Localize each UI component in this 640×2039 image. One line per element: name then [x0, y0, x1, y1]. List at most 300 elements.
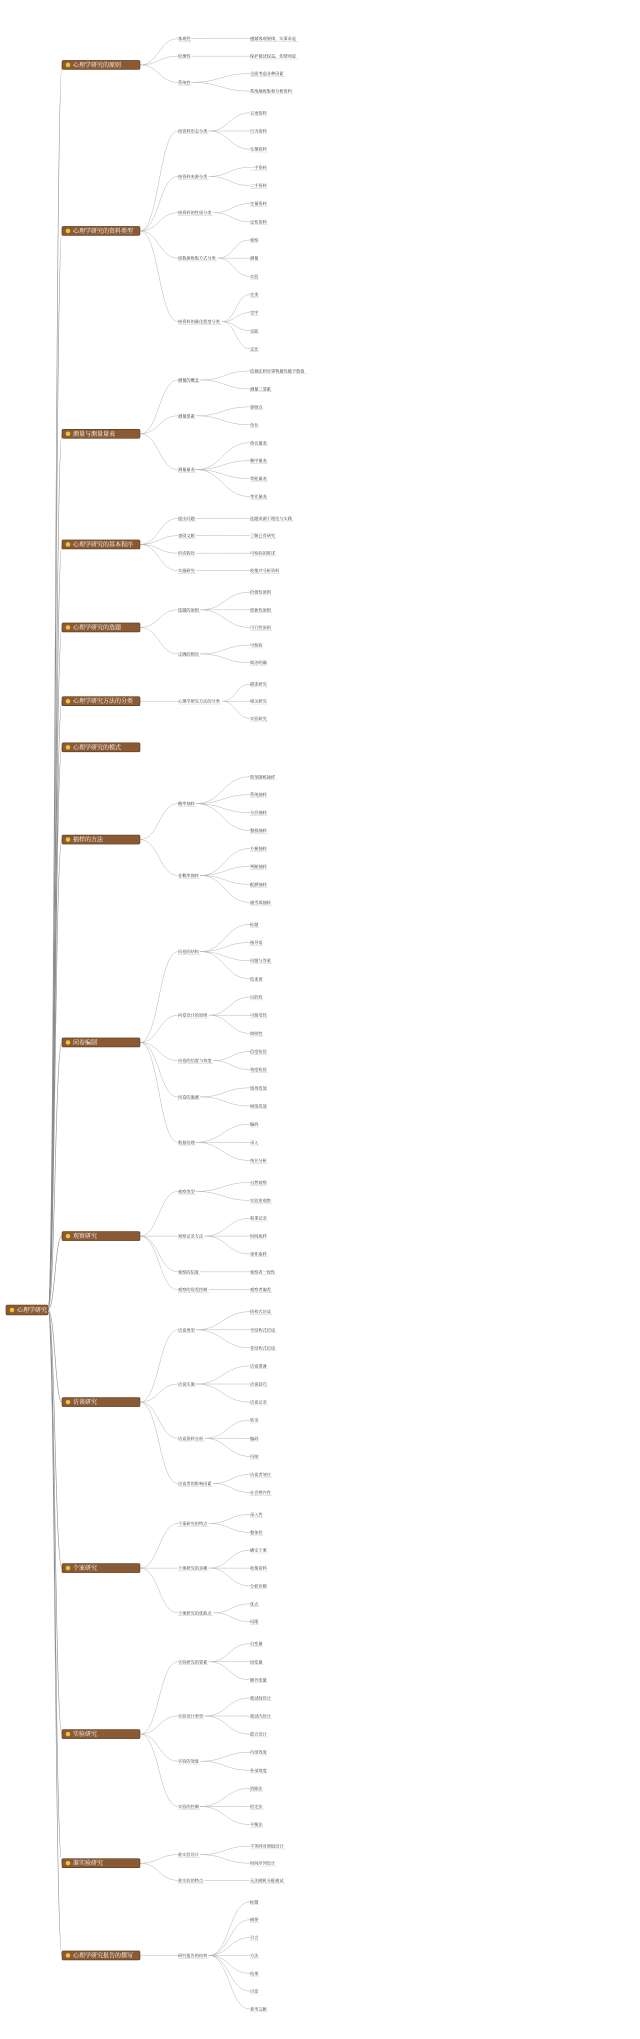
connector-line: [196, 1312, 250, 1330]
connector-line: [213, 1483, 250, 1492]
leaf-node[interactable]: 判断抽样: [250, 863, 267, 869]
leaf-node[interactable]: 信度检验: [250, 1049, 267, 1055]
connector-line: [140, 434, 178, 470]
leaf-node[interactable]: 二手资料: [250, 182, 267, 188]
connector-line: [140, 1015, 178, 1042]
leaf-node[interactable]: 行为资料: [250, 128, 267, 134]
leaf-node[interactable]: 确定个案: [250, 1547, 267, 1553]
connector-line: [213, 1604, 250, 1613]
branch-node-6-label: 心理学研究的模式: [73, 744, 122, 752]
leaf-node[interactable]: 编码: [250, 1121, 259, 1127]
connector-line: [200, 371, 250, 380]
leaf-node[interactable]: 现场发放: [250, 1085, 267, 1091]
child-node[interactable]: 实验研究的要素: [178, 1659, 208, 1665]
child-node[interactable]: 客观性: [178, 36, 191, 42]
leaf-node[interactable]: 单位: [250, 422, 259, 428]
sun-icon: [66, 1861, 71, 1866]
leaf-node[interactable]: 统计分析: [250, 1157, 267, 1163]
leaf-node[interactable]: 选题来源于理论与实践: [250, 515, 292, 521]
connector-line: [200, 654, 250, 663]
connector-line: [204, 1438, 250, 1456]
connector-line: [196, 461, 250, 470]
child-node[interactable]: 伦理性: [178, 53, 191, 59]
connector-line: [222, 322, 250, 331]
connector-line: [222, 313, 250, 322]
connector-line: [200, 952, 250, 961]
leaf-node[interactable]: 收集并分析资料: [250, 568, 280, 574]
leaf-node[interactable]: 整体性: [250, 1529, 263, 1535]
leaf-node[interactable]: 收集资料: [250, 1565, 267, 1571]
connector-line: [140, 1402, 178, 1483]
root-node[interactable]: [6, 1305, 60, 1315]
sun-icon: [66, 228, 71, 233]
connector-line: [140, 1734, 178, 1761]
leaf-node[interactable]: 额外变量: [250, 1677, 267, 1683]
connector-line: [140, 1236, 178, 1272]
connector-line: [140, 416, 178, 434]
sun-icon: [66, 542, 71, 547]
branch-node-3[interactable]: [62, 540, 140, 549]
sun-icon: [66, 62, 71, 67]
connector-line: [140, 231, 178, 258]
leaf-node[interactable]: 系统地收集和分析资料: [250, 88, 292, 94]
connector-line: [196, 1330, 250, 1348]
connector-line: [200, 943, 250, 952]
root-node-label: 心理学研究方法: [17, 1307, 60, 1314]
child-node[interactable]: 系统性: [178, 79, 191, 85]
sun-icon: [66, 745, 71, 750]
connector-line: [196, 407, 250, 416]
connector-line: [196, 777, 250, 804]
connector-line: [48, 747, 62, 1310]
branch-node-1[interactable]: [62, 226, 140, 235]
connector-line: [196, 470, 250, 497]
connector-line: [196, 1182, 250, 1191]
branch-node-5-label: 心理学研究方法的分类: [73, 698, 134, 706]
connector-line: [209, 1644, 250, 1662]
leaf-node[interactable]: 平衡法: [250, 1822, 263, 1828]
child-node[interactable]: 按资料形态分类: [178, 128, 208, 134]
branch-node-5[interactable]: [62, 697, 140, 706]
branch-node-2[interactable]: [62, 429, 140, 438]
child-node[interactable]: 形成假设: [178, 550, 195, 556]
branch-node-0[interactable]: [62, 60, 140, 69]
child-node[interactable]: 正确的假设: [178, 651, 199, 657]
branch-node-11-label: 个案研究: [73, 1565, 98, 1573]
branch-node-12[interactable]: [62, 1730, 140, 1739]
leaf-node[interactable]: 摘要: [250, 1917, 259, 1923]
leaf-node[interactable]: 方法: [250, 1952, 259, 1958]
leaf-node[interactable]: 结构式访谈: [250, 1309, 271, 1315]
connector-line: [200, 1806, 250, 1824]
branch-node-2-label: 测量与测量量表: [73, 430, 116, 438]
branch-node-14[interactable]: [62, 1951, 140, 1960]
mindmap-nodes: [6, 35, 307, 2012]
leaf-node[interactable]: 自变量: [250, 1641, 263, 1647]
connector-line: [196, 1142, 250, 1160]
connector-line: [209, 1568, 250, 1586]
branch-node-10[interactable]: [62, 1398, 140, 1407]
branch-node-9[interactable]: [62, 1232, 140, 1241]
connector-line: [209, 176, 250, 185]
connector-line: [204, 1698, 250, 1716]
connector-line: [209, 1550, 250, 1568]
child-node[interactable]: 个案研究的优缺点: [178, 1610, 212, 1616]
connector-line: [204, 1420, 250, 1438]
child-node[interactable]: 观察的信度: [178, 1269, 199, 1275]
connector-line: [200, 875, 250, 902]
leaf-node[interactable]: 依据法则对事物属性赋予数值: [250, 368, 305, 374]
connector-line: [140, 1662, 178, 1734]
leaf-node[interactable]: 生理资料: [250, 146, 267, 152]
leaf-node[interactable]: 可行性原则: [250, 624, 271, 630]
connector-line: [209, 167, 250, 176]
leaf-node[interactable]: 转录: [250, 1417, 259, 1423]
connector-line: [209, 1523, 250, 1532]
leaf-node[interactable]: 参照点: [250, 404, 263, 410]
connector-line: [196, 1366, 250, 1384]
connector-line: [213, 1052, 250, 1061]
connector-line: [200, 952, 250, 979]
leaf-node[interactable]: 描述研究: [250, 681, 267, 687]
connector-line: [213, 1474, 250, 1483]
leaf-node[interactable]: 系统抽样: [250, 792, 267, 798]
connector-line: [140, 804, 178, 840]
leaf-node[interactable]: 效度检验: [250, 1067, 267, 1073]
leaf-node[interactable]: 引言: [250, 1935, 259, 1941]
child-node[interactable]: 访谈资料分析: [178, 1435, 204, 1441]
connector-line: [200, 924, 250, 951]
connector-line: [140, 65, 178, 82]
leaf-node[interactable]: 实验室观察: [250, 1197, 271, 1203]
connector-line: [200, 1846, 250, 1855]
connector-line: [48, 1310, 62, 1734]
leaf-node[interactable]: 滚雪球抽样: [250, 899, 271, 905]
branch-node-10-label: 访谈研究: [73, 1399, 98, 1407]
child-node[interactable]: 按数据收集方式分类: [178, 255, 216, 261]
leaf-node[interactable]: 参考文献: [250, 2006, 267, 2012]
sun-icon: [10, 1308, 15, 1313]
sun-icon: [66, 1732, 71, 1737]
branch-node-12-label: 实验研究: [73, 1731, 98, 1739]
connector-line: [200, 645, 250, 654]
leaf-node[interactable]: 测量三要素: [250, 386, 271, 392]
connector-line: [140, 840, 178, 876]
leaf-node[interactable]: 外部效度: [250, 1767, 267, 1773]
branch-node-13-label: 准实验研究: [73, 1860, 104, 1868]
child-node[interactable]: 查阅文献: [178, 533, 195, 539]
connector-line: [140, 1236, 178, 1290]
leaf-node[interactable]: 可检验: [250, 642, 263, 648]
leaf-node[interactable]: 时间取样: [250, 1233, 267, 1239]
branch-node-0-label: 心理学研究的原则: [73, 61, 122, 69]
branch-node-8[interactable]: [62, 1038, 140, 1047]
leaf-node[interactable]: 标题: [250, 1899, 259, 1905]
connector-line: [200, 1761, 250, 1770]
leaf-node[interactable]: 定类: [250, 291, 259, 297]
child-node[interactable]: 观察类型: [178, 1188, 195, 1194]
child-node[interactable]: 测量的概念: [178, 377, 199, 383]
child-node[interactable]: 实施研究: [178, 568, 195, 574]
branch-node-6[interactable]: [62, 743, 140, 752]
connector-line: [196, 1384, 250, 1402]
connector-line: [196, 416, 250, 425]
leaf-node[interactable]: 分析诊断: [250, 1583, 267, 1589]
child-node[interactable]: 观察记录方法: [178, 1233, 204, 1239]
connector-line: [209, 1955, 250, 2009]
leaf-node[interactable]: 一手资料: [250, 164, 267, 170]
child-node[interactable]: 问卷设计的原则: [178, 1012, 208, 1018]
connector-line: [140, 536, 178, 545]
connector-line: [209, 1902, 250, 1956]
branch-node-4[interactable]: [62, 623, 140, 632]
child-node[interactable]: 概率抽样: [178, 801, 195, 807]
child-node[interactable]: 按资料的性质分类: [178, 210, 212, 216]
child-node[interactable]: 实验的控制: [178, 1803, 199, 1809]
branch-node-7[interactable]: [62, 835, 140, 844]
leaf-node[interactable]: 遵循客观规律，实事求是: [250, 36, 297, 42]
leaf-node[interactable]: 简洁明确: [250, 660, 267, 666]
connector-line: [200, 866, 250, 875]
branch-node-11[interactable]: [62, 1564, 140, 1573]
leaf-node[interactable]: 时间序列设计: [250, 1860, 276, 1866]
leaf-node[interactable]: 结束语: [250, 976, 263, 982]
leaf-node[interactable]: 优点: [250, 1601, 259, 1607]
connector-line: [196, 1191, 250, 1200]
connector-line: [204, 1236, 250, 1254]
child-node[interactable]: 数据处理: [178, 1139, 195, 1145]
leaf-node[interactable]: 不等同对照组设计: [250, 1843, 284, 1849]
leaf-node[interactable]: 局限: [250, 1619, 259, 1625]
connector-line: [140, 131, 178, 231]
connector-line: [140, 1042, 178, 1060]
leaf-node[interactable]: 访谈准备: [250, 1363, 267, 1369]
connector-line: [140, 518, 178, 544]
sun-icon: [66, 699, 71, 704]
leaf-node[interactable]: 了解已有研究: [250, 533, 276, 539]
leaf-node[interactable]: 相关研究: [250, 698, 267, 704]
sun-icon: [66, 1953, 71, 1958]
child-node[interactable]: 测量要素: [178, 413, 195, 419]
leaf-node[interactable]: 言语资料: [250, 110, 267, 116]
leaf-node[interactable]: 目的性: [250, 994, 263, 1000]
leaf-node[interactable]: 自然观察: [250, 1179, 267, 1185]
child-node[interactable]: 个案研究的特点: [178, 1520, 208, 1526]
connector-line: [140, 39, 178, 65]
connector-line: [140, 544, 178, 570]
connector-line: [213, 1061, 250, 1070]
leaf-node[interactable]: 事件取样: [250, 1251, 267, 1257]
child-node[interactable]: 个案研究的步骤: [178, 1565, 208, 1571]
connector-line: [200, 1088, 250, 1097]
child-node[interactable]: 按资料的量化程度分类: [178, 319, 220, 325]
leaf-node[interactable]: 内部效度: [250, 1749, 267, 1755]
connector-line: [48, 1310, 62, 1955]
connector-line: [200, 610, 250, 628]
leaf-node[interactable]: 保护被试权益，知情同意: [250, 53, 297, 59]
leaf-node[interactable]: 实验研究: [250, 715, 267, 721]
leaf-node[interactable]: 全面考虑各种因素: [250, 71, 284, 77]
sun-icon: [66, 1040, 71, 1045]
connector-line: [140, 1855, 178, 1864]
connector-line: [140, 1402, 178, 1438]
connector-line: [213, 1613, 250, 1622]
connector-line: [222, 294, 250, 321]
leaf-node[interactable]: 指导语: [250, 940, 263, 946]
leaf-node[interactable]: 实验: [250, 273, 259, 279]
child-node[interactable]: 问卷的信度与效度: [178, 1058, 212, 1064]
connector-line: [196, 804, 250, 831]
branch-node-13[interactable]: [62, 1859, 140, 1868]
connector-line: [204, 1218, 250, 1236]
connector-line: [140, 176, 178, 230]
connector-line: [218, 240, 250, 258]
leaf-node[interactable]: 创新性原则: [250, 607, 271, 613]
leaf-node[interactable]: 被试间设计: [250, 1695, 271, 1701]
leaf-node[interactable]: 访谈记录: [250, 1399, 267, 1405]
leaf-node[interactable]: 录入: [250, 1139, 259, 1145]
connector-line: [196, 443, 250, 470]
leaf-node[interactable]: 可检验的陈述: [250, 550, 276, 556]
branch-node-1-label: 心理学研究的资料类型: [73, 227, 134, 235]
child-node[interactable]: 访谈类型: [178, 1327, 195, 1333]
connector-line: [209, 131, 250, 149]
leaf-node[interactable]: 因变量: [250, 1659, 263, 1665]
leaf-node[interactable]: 定比: [250, 346, 259, 352]
leaf-node[interactable]: 问题与答案: [250, 958, 271, 964]
leaf-node[interactable]: 社会赞许性: [250, 1490, 271, 1496]
connector-line: [191, 74, 250, 83]
child-node[interactable]: 测量量表: [178, 467, 195, 473]
leaf-node[interactable]: 叙事记录: [250, 1215, 267, 1221]
connector-line: [209, 1662, 250, 1680]
child-node[interactable]: 观察的误差控制: [178, 1287, 208, 1293]
leaf-node[interactable]: 定距: [250, 328, 259, 334]
leaf-node[interactable]: 方便抽样: [250, 846, 267, 852]
connector-line: [140, 1042, 178, 1142]
connector-line: [140, 1568, 178, 1613]
connector-line: [48, 65, 62, 1310]
leaf-node[interactable]: 定量资料: [250, 201, 267, 207]
leaf-node[interactable]: 访谈技巧: [250, 1381, 267, 1387]
child-node[interactable]: 选题的原则: [178, 607, 199, 613]
leaf-node[interactable]: 等距量表: [250, 476, 267, 482]
child-node[interactable]: 问卷的施测: [178, 1094, 199, 1100]
sun-icon: [66, 1566, 71, 1571]
sun-icon: [66, 625, 71, 630]
child-node[interactable]: 提出问题: [178, 515, 195, 521]
connector-line: [213, 204, 250, 213]
leaf-node[interactable]: 结果: [250, 1970, 259, 1976]
connector-line: [196, 795, 250, 804]
connector-line: [200, 1097, 250, 1106]
branch-node-4-label: 心理学研究的选题: [73, 624, 122, 632]
connector-line: [209, 997, 250, 1015]
connector-line: [196, 804, 250, 813]
leaf-node[interactable]: 观察者偏差: [250, 1287, 271, 1293]
child-node[interactable]: 非概率抽样: [178, 872, 199, 878]
branch-node-9-label: 观察研究: [73, 1233, 98, 1241]
sun-icon: [66, 1400, 71, 1405]
connector-line: [140, 380, 178, 434]
leaf-node[interactable]: 讨论: [250, 1988, 259, 1994]
leaf-node[interactable]: 配额抽样: [250, 881, 267, 887]
connector-line: [140, 1191, 178, 1236]
child-node[interactable]: 准实验的特点: [178, 1877, 204, 1883]
leaf-node[interactable]: 编码: [250, 1435, 259, 1441]
child-node[interactable]: 访谈者的影响因素: [178, 1480, 212, 1486]
child-node[interactable]: 按资料来源分类: [178, 173, 208, 179]
leaf-node[interactable]: 半结构式访谈: [250, 1327, 276, 1333]
connector-line: [209, 1955, 250, 1973]
connector-line: [200, 1752, 250, 1761]
branch-node-7-label: 抽样的方法: [73, 836, 104, 844]
leaf-node[interactable]: 归纳: [250, 1453, 259, 1459]
child-node[interactable]: 实验设计类型: [178, 1713, 204, 1719]
leaf-node[interactable]: 顺序量表: [250, 458, 267, 464]
leaf-node[interactable]: 观察: [250, 237, 259, 243]
leaf-node[interactable]: 等比量表: [250, 494, 267, 500]
leaf-node[interactable]: 价值性原则: [250, 589, 271, 595]
connector-line: [222, 322, 250, 349]
connector-line: [209, 1514, 250, 1523]
leaf-node[interactable]: 简明性: [250, 1030, 263, 1036]
connector-line: [209, 1938, 250, 1956]
sun-icon: [66, 431, 71, 436]
connector-line: [140, 56, 178, 65]
connector-line: [140, 544, 178, 553]
connector-line: [222, 701, 250, 718]
leaf-node[interactable]: 消除法: [250, 1785, 263, 1791]
connector-line: [196, 470, 250, 479]
connector-line: [191, 82, 250, 91]
mindmap-links: [48, 39, 250, 2009]
leaf-node[interactable]: 整群抽样: [250, 828, 267, 834]
leaf-node[interactable]: 定性资料: [250, 219, 267, 225]
leaf-node[interactable]: 恒定法: [250, 1803, 263, 1809]
leaf-node[interactable]: 网络发放: [250, 1103, 267, 1109]
leaf-node[interactable]: 非结构式访谈: [250, 1345, 276, 1351]
connector-line: [209, 1955, 250, 1991]
leaf-node[interactable]: 定序: [250, 310, 259, 316]
connector-line: [200, 1788, 250, 1806]
connector-line: [218, 258, 250, 276]
leaf-node[interactable]: 简单随机抽样: [250, 774, 276, 780]
leaf-node[interactable]: 访谈者效应: [250, 1471, 271, 1477]
child-node[interactable]: 实验的效度: [178, 1758, 199, 1764]
sun-icon: [66, 1234, 71, 1239]
leaf-node[interactable]: 深入性: [250, 1511, 263, 1517]
child-node[interactable]: 心理学研究方法的分类: [178, 698, 220, 704]
sun-icon: [66, 837, 71, 842]
leaf-node[interactable]: 标题: [250, 921, 259, 927]
leaf-node[interactable]: 分层抽样: [250, 810, 267, 816]
leaf-node[interactable]: 无法随机分配被试: [250, 1877, 284, 1883]
connector-line: [140, 1042, 178, 1096]
leaf-node[interactable]: 测量: [250, 255, 259, 261]
child-node[interactable]: 问卷的结构: [178, 949, 199, 955]
connector-line: [140, 1330, 178, 1402]
leaf-node[interactable]: 被试内设计: [250, 1713, 271, 1719]
leaf-node[interactable]: 混合设计: [250, 1731, 267, 1737]
connector-line: [140, 610, 178, 628]
leaf-node[interactable]: 命名量表: [250, 440, 267, 446]
leaf-node[interactable]: 可接受性: [250, 1012, 267, 1018]
child-node[interactable]: 研究报告的结构: [178, 1952, 208, 1958]
child-node[interactable]: 访谈实施: [178, 1381, 195, 1387]
leaf-node[interactable]: 观察者一致性: [250, 1269, 276, 1275]
child-node[interactable]: 准实验设计: [178, 1852, 199, 1858]
